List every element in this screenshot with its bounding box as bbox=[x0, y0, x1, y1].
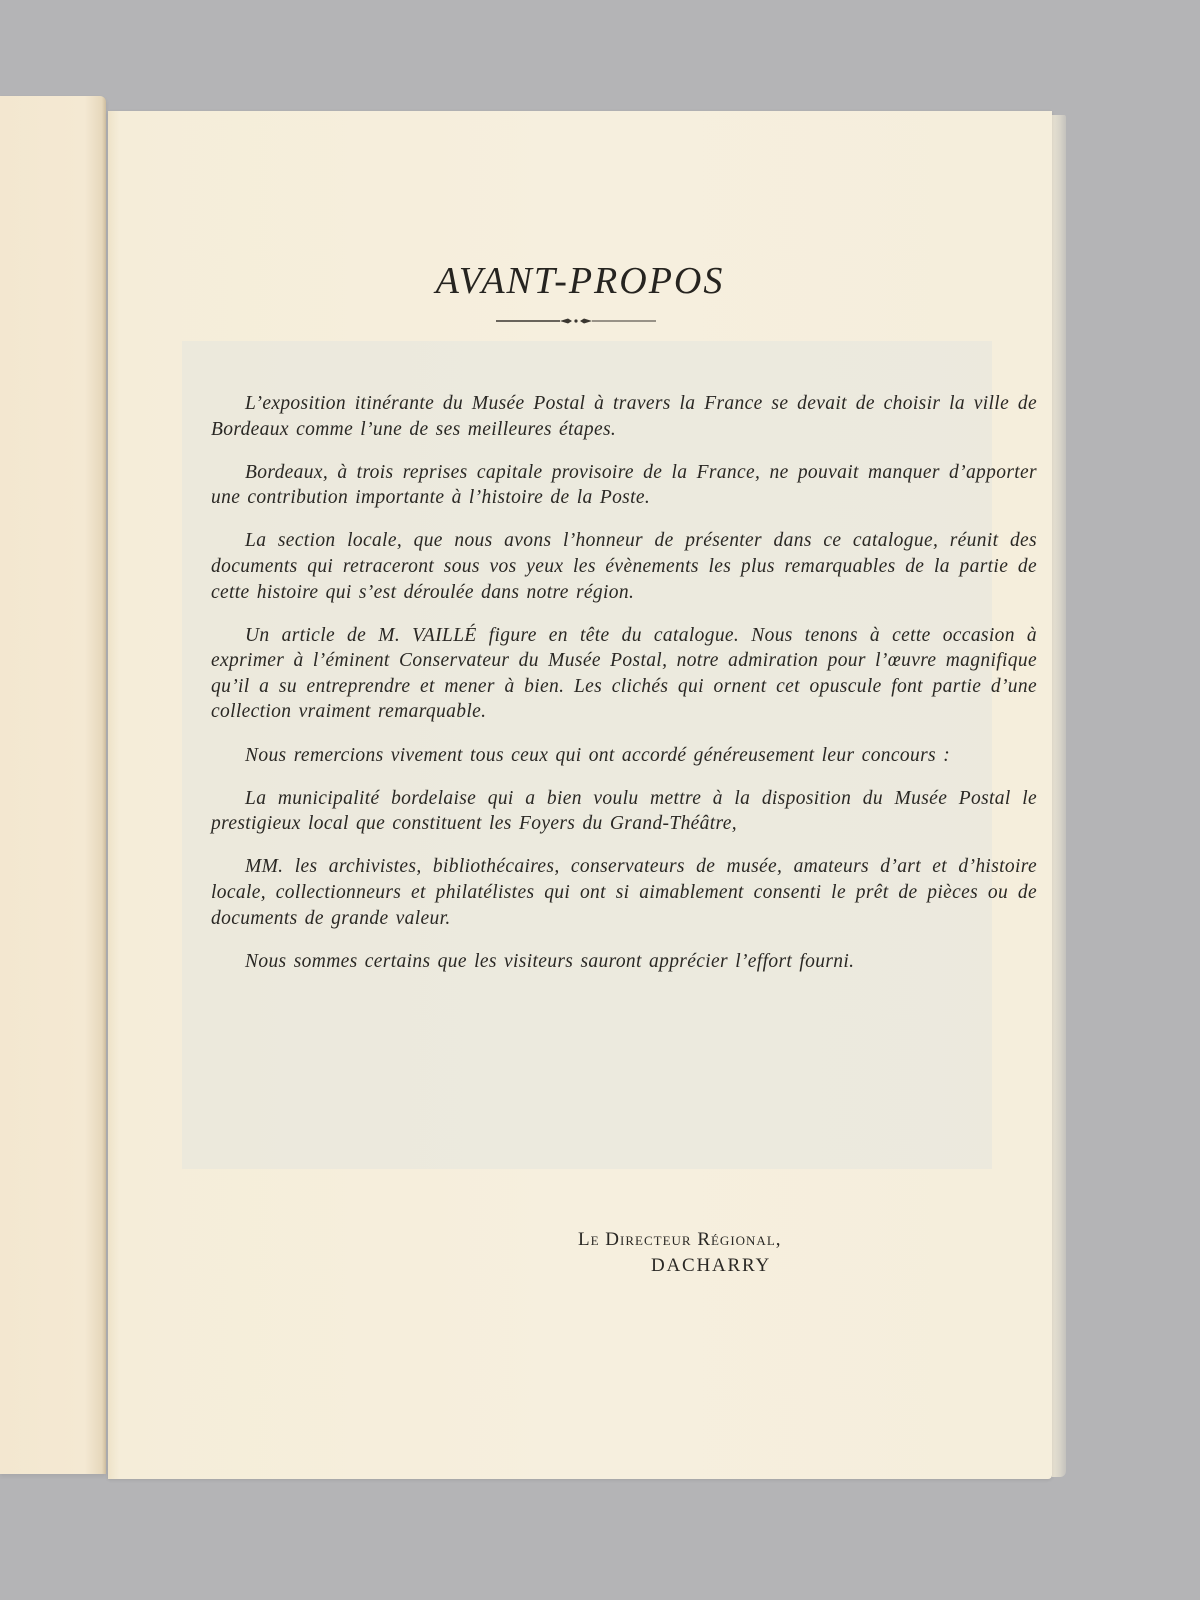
signatory-name: DACHARRY bbox=[651, 1255, 771, 1276]
page-title: AVANT-PROPOS bbox=[435, 260, 725, 302]
paragraph: Bordeaux, à trois reprises capitale provisoire de la France, ne pouvait manquer d’apporter une contribution importante à l’histoire de la Poste. bbox=[211, 461, 1037, 509]
foreword-body bbox=[211, 391, 1037, 992]
paragraph: La municipalité bordelaise qui a bien voulu mettre à la disposition du Musée Postal le prestigieux local que constituent les Foyers du Grand-Théâtre, bbox=[211, 787, 1037, 835]
paragraph: Un article de M. VAILLÉ figure en tête du catalogue. Nous tenons à cette occasion à exprimer à l’éminent Conservateur du Musée Postal, notre admiration pour l’œuvre magnifique qu’il a su entreprendre et mener à bien. Les clichés qui ornent cet opuscule font partie d’une collection vraiment remarquable. bbox=[211, 624, 1037, 723]
paragraph: Nous sommes certains que les visiteurs sauront apprécier l’effort fourni. bbox=[245, 950, 855, 972]
signatory-title: Le Directeur Régional, bbox=[578, 1229, 782, 1250]
ornament-divider-icon bbox=[496, 316, 656, 326]
signature-block bbox=[578, 1229, 898, 1277]
right-page bbox=[108, 111, 1052, 1479]
paragraph: Nous remercions vivement tous ceux qui ont accordé généreusement leur concours : bbox=[245, 744, 951, 766]
paragraph: La section locale, que nous avons l’honneur de présenter dans ce catalogue, réunit des documents qui retraceront sous vos yeux les évènements les plus remarquables de la partie de cette histoire qui s’est déroulée dans notre région. bbox=[211, 530, 1037, 603]
left-page bbox=[0, 96, 106, 1474]
paragraph: MM. les archivistes, bibliothécaires, conservateurs de musée, amateurs d’art et d’histoire locale, collectionneurs et philatélistes qui ont si aimablement consenti le prêt de pièces ou de documents de grande valeur. bbox=[211, 856, 1037, 929]
paragraph: L’exposition itinérante du Musée Postal à travers la France se devait de choisir la ville de Bordeaux comme l’une de ses meilleures étapes. bbox=[211, 393, 1037, 440]
page-stack-edge bbox=[1052, 115, 1066, 1477]
